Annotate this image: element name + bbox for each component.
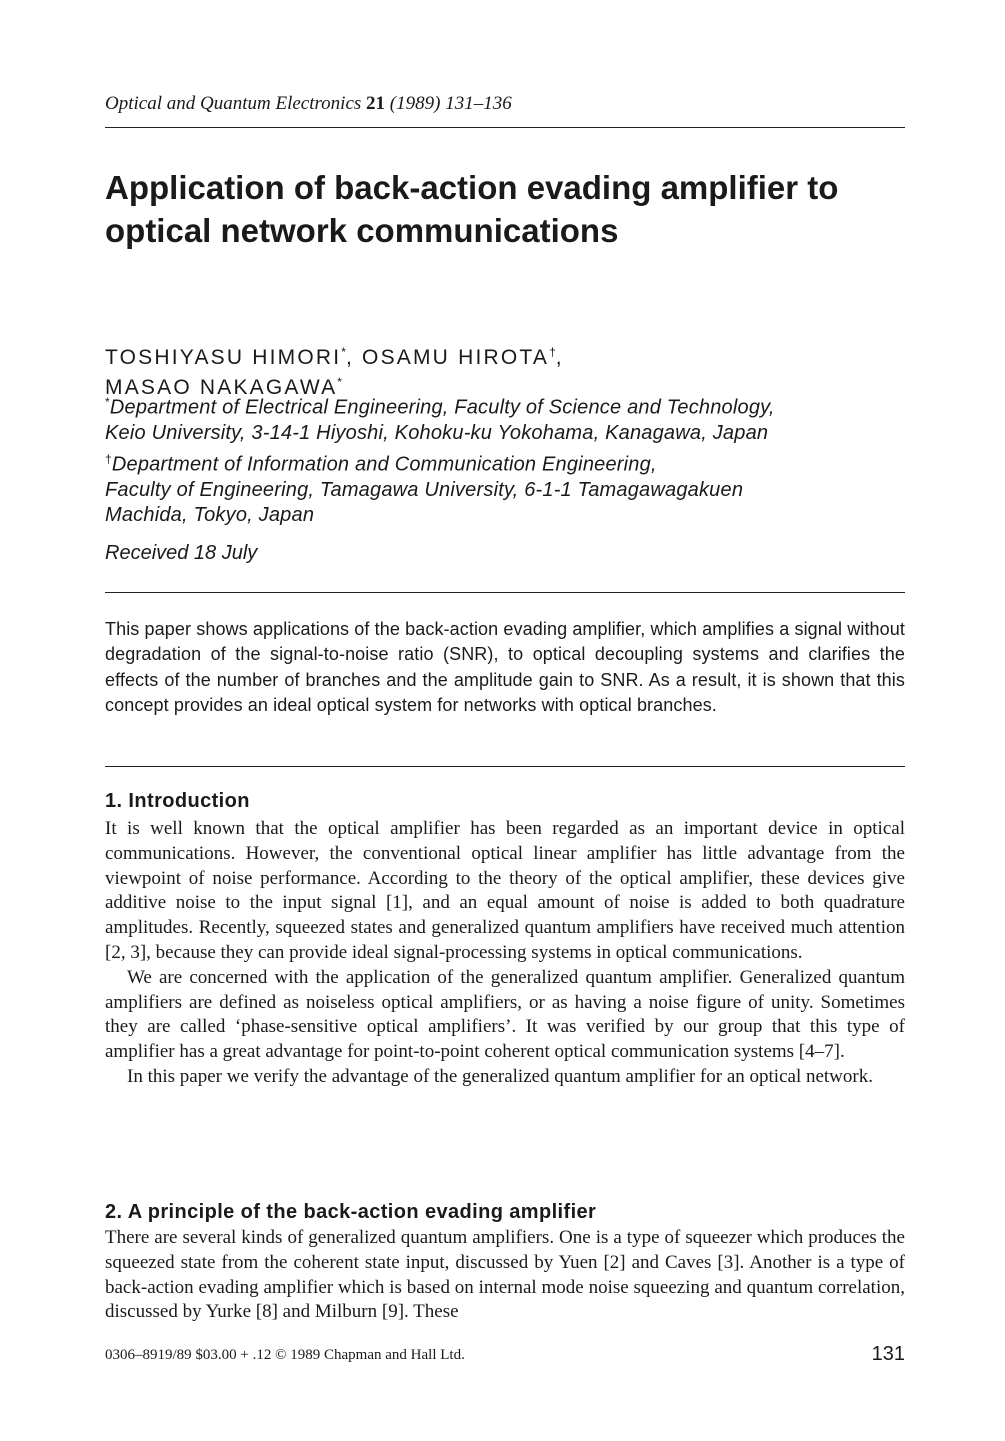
paper-title: Application of back-action evading amplifier to optical network communications bbox=[105, 169, 839, 249]
author-name: TOSHIYASU HIMORI bbox=[105, 346, 342, 369]
journal-year-pages: (1989) 131–136 bbox=[389, 93, 512, 114]
author-separator: , bbox=[555, 346, 564, 369]
paragraph: There are several kinds of generalized quantum amplifiers. One is a type of squeezer which produces the squeezed state from the coherent state input, discussed by Yuen [2] and Caves [3]. Another is a type of back-action evading amplifier which is based on internal mode noise squeezing and quantum correlation, discussed by Yurke [8] and Milburn [9]. These bbox=[105, 1227, 905, 1323]
affiliation-line: Faculty of Engineering, Tamagawa University, 6-1-1 Tamagawagakuen bbox=[105, 478, 744, 501]
paragraph: In this paper we verify the advantage of the generalized quantum amplifier for an optical network. bbox=[127, 1065, 873, 1087]
author-line-1 bbox=[105, 340, 564, 370]
affiliation-block bbox=[105, 390, 905, 529]
received-date: Received 18 July bbox=[105, 542, 258, 564]
affiliation-line: †Department of Information and Communication Engineering, bbox=[105, 451, 657, 476]
affiliation-mark: * bbox=[105, 395, 110, 409]
journal-name: Optical and Quantum Electronics bbox=[105, 93, 362, 114]
affiliation-mark: † bbox=[549, 345, 556, 359]
abstract: This paper shows applications of the back-action evading amplifier, which amplifies a signal without degradation of the signal-to-noise ratio (SNR), to optical decoupling systems and clarifies the effects of the number of branches and the amplitude gain to SNR. As a result, it is shown that this concept provides an ideal optical system for networks with optical branches. bbox=[105, 619, 905, 715]
journal-citation bbox=[105, 93, 512, 115]
section-heading: 2. A principle of the back-action evading amplifier bbox=[105, 1201, 597, 1223]
affiliation-line: *Department of Electrical Engineering, Faculty of Science and Technology, bbox=[105, 395, 775, 419]
author-separator: , bbox=[345, 346, 363, 369]
paragraph: It is well known that the optical amplifier has been regarded as an important device in optical communications. However, the conventional optical linear amplifier has little advantage from the viewpoint of noise performance. According to the theory of the optical amplifier, these devices give additive noise to the input signal [1], and an equal amount of noise is added to both quadrature amplitudes. Recently, squeezed states and generalized quantum amplifiers have received much attention [2, 3], because they can provide ideal signal-processing systems in optical communications. bbox=[105, 818, 905, 963]
header-rule bbox=[105, 127, 905, 128]
affiliation-mark: † bbox=[105, 451, 112, 466]
affiliation-mark: * bbox=[337, 375, 342, 389]
affiliation-mark: * bbox=[341, 345, 346, 359]
section-body bbox=[105, 1226, 905, 1325]
page-number: 131 bbox=[871, 1343, 905, 1365]
affiliation-line: Machida, Tokyo, Japan bbox=[105, 504, 315, 527]
abstract-bottom-rule bbox=[105, 766, 905, 767]
paragraph: We are concerned with the application of the generalized quantum amplifier. Generalized quantum amplifiers are defined as noiseless optical amplifiers, or as having a noise figure of unity. Sometimes they are called ‘phase-sensitive optical amplifiers’. It was verified by our group that this type of amplifier has a great advantage for point-to-point coherent optical communication systems [4–7]. bbox=[105, 966, 905, 1063]
copyright-line: 0306–8919/89 $03.00 + .12 © 1989 Chapman and Hall Ltd. bbox=[105, 1347, 465, 1363]
section-body bbox=[105, 817, 905, 1090]
abstract-top-rule bbox=[105, 592, 905, 593]
author-name: OSAMU HIROTA bbox=[362, 346, 550, 369]
author-name: MASAO NAKAGAWA bbox=[105, 376, 338, 399]
affiliation-line: Keio University, 3-14-1 Hiyoshi, Kohoku-ku Yokohama, Kanagawa, Japan bbox=[105, 422, 769, 445]
section-heading: 1. Introduction bbox=[105, 790, 250, 812]
journal-volume: 21 bbox=[366, 93, 386, 114]
